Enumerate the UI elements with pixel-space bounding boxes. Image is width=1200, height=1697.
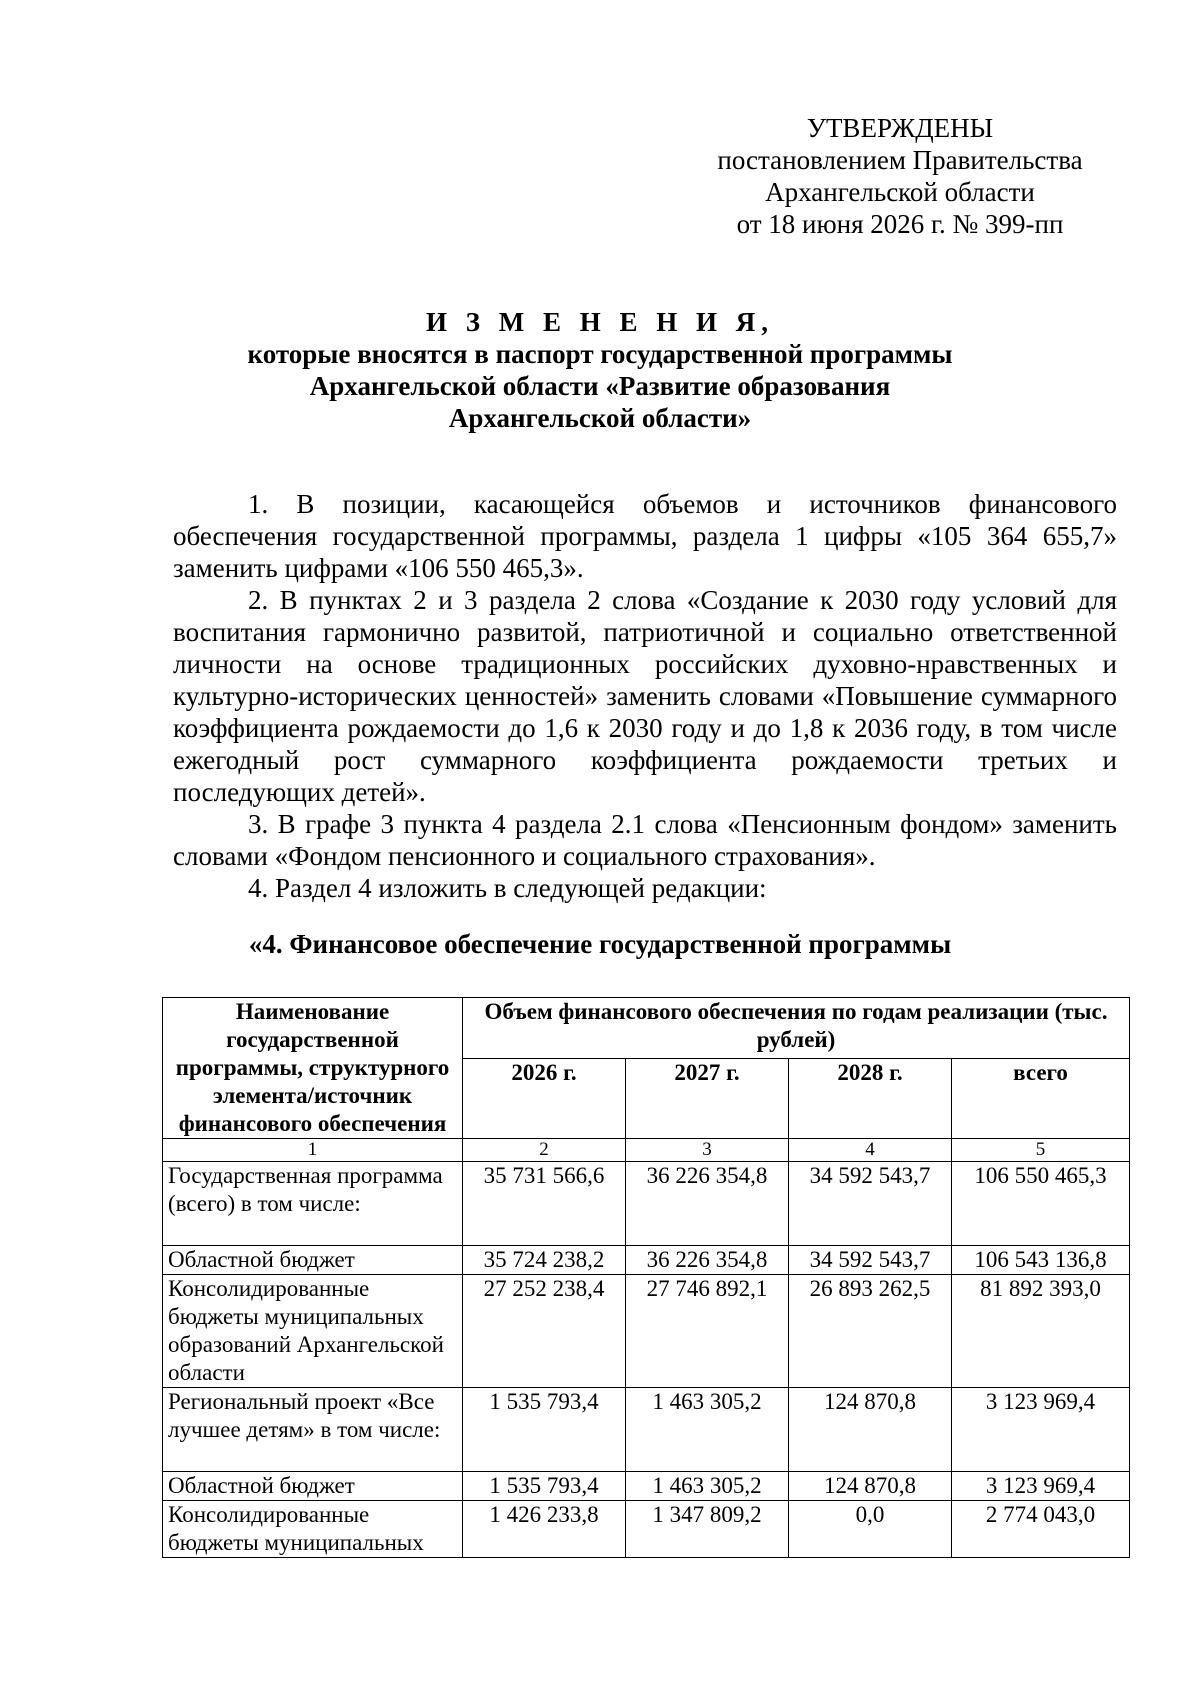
section-heading: «4. Финансовое обеспечение государственной программы — [248, 929, 952, 959]
table-row — [163, 1162, 1130, 1246]
title-line-3: Архангельской области «Развитие образования — [309, 371, 891, 401]
row-name: Областной бюджет — [163, 1472, 463, 1501]
row-value-2027: 27 746 892,1 — [626, 1275, 789, 1388]
index-cell: 5 — [952, 1139, 1130, 1162]
approval-line-3: Архангельской области — [765, 177, 1035, 207]
title-line-2: которые вносятся в паспорт государственной программы — [247, 339, 953, 369]
row-value-2028: 34 592 543,7 — [789, 1162, 952, 1246]
row-value-total: 81 892 393,0 — [952, 1275, 1130, 1388]
title-main: И З М Е Н Е Н И Я, — [425, 307, 774, 337]
row-value-2027: 1 463 305,2 — [626, 1472, 789, 1501]
table-row — [163, 1388, 1130, 1472]
row-name: Региональный проект «Все лучшее детям» в том числе: — [163, 1388, 463, 1472]
approval-line-1: УТВЕРЖДЕНЫ — [806, 113, 994, 143]
approval-stamp — [690, 112, 1110, 240]
index-cell: 3 — [626, 1139, 789, 1162]
index-cell: 1 — [163, 1139, 463, 1162]
row-value-2027: 1 347 809,2 — [626, 1501, 789, 1558]
row-name: Консолидированные бюджеты муниципальных — [163, 1501, 463, 1558]
table-row — [163, 1501, 1130, 1558]
table-row — [163, 1472, 1130, 1501]
row-value-2028: 26 893 262,5 — [789, 1275, 952, 1388]
row-value-2027: 1 463 305,2 — [626, 1388, 789, 1472]
financing-table — [162, 997, 1130, 1558]
table-index-row — [163, 1139, 1130, 1162]
approval-line-4: от 18 июня 2026 г. № 399-пп — [736, 209, 1064, 239]
index-cell: 2 — [463, 1139, 626, 1162]
row-value-2028: 124 870,8 — [789, 1472, 952, 1501]
body-text — [173, 488, 1117, 904]
title-line-4: Архангельской области» — [448, 403, 752, 433]
index-cell: 4 — [789, 1139, 952, 1162]
row-value-total: 2 774 043,0 — [952, 1501, 1130, 1558]
table-header-year-2026: 2026 г. — [463, 1059, 626, 1139]
paragraph-2: 2. В пунктах 2 и 3 раздела 2 слова «Создание к 2030 году условий для воспитания гармонично развитой, патриотичной и социально ответственной личности на основе традиционных российских духовно-нравственных и культурно-исторических ценностей» заменить словами «Повышение суммарного коэффициента рождаемости до 1,6 к 2030 году и до 1,8 к 2036 году, в том числе ежегодный рост суммарного коэффициента рождаемости третьих и последующих детей». — [173, 585, 1117, 807]
table-header-name: Наименование государственной программы, структурного элемента/источник финансового обеспечения — [163, 998, 463, 1139]
row-value-2027: 36 226 354,8 — [626, 1162, 789, 1246]
row-value-total: 106 550 465,3 — [952, 1162, 1130, 1246]
row-value-2026: 27 252 238,4 — [463, 1275, 626, 1388]
row-value-2026: 35 724 238,2 — [463, 1246, 626, 1275]
paragraph-3: 3. В графе 3 пункта 4 раздела 2.1 слова «Пенсионным фондом» заменить словами «Фондом пенсионного и социального страхования». — [173, 809, 1117, 871]
row-value-2026: 1 535 793,4 — [463, 1472, 626, 1501]
table-header-year-2028: 2028 г. — [789, 1059, 952, 1139]
row-value-2026: 1 426 233,8 — [463, 1501, 626, 1558]
paragraph-1: 1. В позиции, касающейся объемов и источников финансового обеспечения государственной программы, раздела 1 цифры «105 364 655,7» заменить цифрами «106 550 465,3». — [173, 489, 1117, 583]
row-value-total: 3 123 969,4 — [952, 1388, 1130, 1472]
row-name: Консолидированные бюджеты муниципальных образований Архангельской области — [163, 1275, 463, 1388]
row-value-2026: 1 535 793,4 — [463, 1388, 626, 1472]
row-value-2026: 35 731 566,6 — [463, 1162, 626, 1246]
table-header-volume: Объем финансового обеспечения по годам реализации (тыс. рублей) — [463, 998, 1130, 1059]
table-row — [163, 1275, 1130, 1388]
approval-line-2: постановлением Правительства — [717, 145, 1083, 175]
row-value-total: 106 543 136,8 — [952, 1246, 1130, 1275]
row-value-2028: 0,0 — [789, 1501, 952, 1558]
paragraph-4: 4. Раздел 4 изложить в следующей редакции: — [248, 873, 767, 903]
row-value-2028: 34 592 543,7 — [789, 1246, 952, 1275]
table-header-year-2027: 2027 г. — [626, 1059, 789, 1139]
table-row — [163, 1246, 1130, 1275]
table-header-total: всего — [952, 1059, 1130, 1139]
row-value-total: 3 123 969,4 — [952, 1472, 1130, 1501]
row-value-2027: 36 226 354,8 — [626, 1246, 789, 1275]
document-title — [150, 306, 1050, 434]
row-name: Областной бюджет — [163, 1246, 463, 1275]
row-value-2028: 124 870,8 — [789, 1388, 952, 1472]
row-name: Государственная программа (всего) в том числе: — [163, 1162, 463, 1246]
